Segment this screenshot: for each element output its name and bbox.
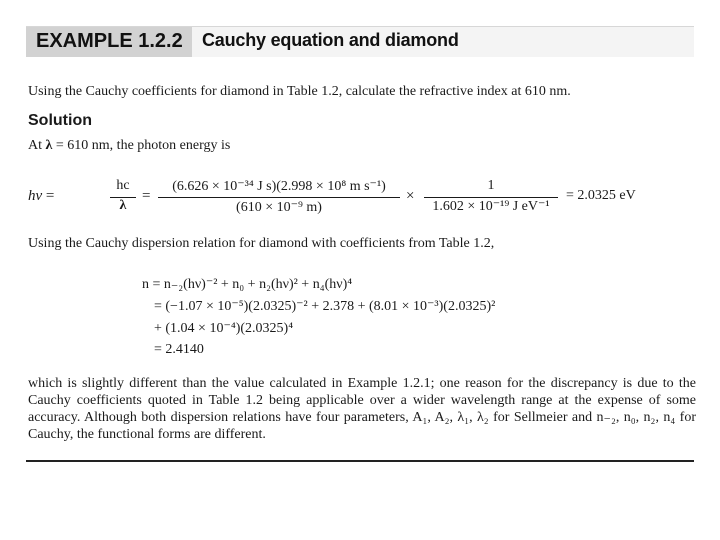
example-label: EXAMPLE 1.2.2 (36, 30, 183, 52)
frac1-denominator: λ (119, 198, 127, 213)
eq-line-3: + (1.04 × 10⁻⁴)(2.0325)⁴ (154, 321, 294, 336)
example-header (26, 26, 694, 57)
frac-ev-conversion (420, 178, 562, 215)
eq-line-2: = (−1.07 × 10⁻⁵)(2.0325)⁻² + 2.378 + (8.01 × 10⁻³)(2.0325)² (154, 299, 496, 314)
eq-line-1: n = n₋₂(hν)⁻² + n₀ + n₂(hν)² + n₄(hν)⁴ (142, 277, 353, 292)
lambda-symbol: λ (45, 138, 53, 153)
example-label-box (26, 27, 192, 57)
frac1-rule (110, 197, 136, 198)
solution-heading: Solution (28, 112, 92, 129)
intro-mid: = 610 nm, the photon energy is (52, 138, 231, 153)
frac1-numerator: hc (116, 178, 130, 193)
times-sign: × (406, 188, 415, 204)
frac2-denominator: (610 × 10⁻⁹ m) (236, 200, 322, 215)
frac3-denominator: 1.602 × 10⁻¹⁹ J eV⁻¹ (432, 199, 550, 214)
solution-intro (28, 138, 230, 154)
frac2-rule (158, 197, 400, 198)
intro-prefix: At (28, 138, 46, 153)
conclusion-paragraph: which is slightly different than the value calculated in Example 1.2.1; one reason for the discrepancy is due to the Cauchy coefficients quoted in Table 1.2 being applicable over a wider wavelength range at the expense of some accuracy. Although both dispersion relations have four parameters, A₁, A₂, λ₁, λ₂ for Sellmeier and n₋₂, n₀, n₂, n₄ for Cauchy, the functional forms are different. (28, 376, 696, 442)
energy-result: = 2.0325 eV (566, 188, 636, 203)
equals-sign: = (142, 188, 151, 204)
problem-statement: Using the Cauchy coefficients for diamond in Table 1.2, calculate the refractive index at 610 nm. (28, 84, 571, 99)
frac3-numerator: 1 (487, 178, 495, 193)
frac3-rule (424, 197, 558, 198)
energy-lhs: hν = (28, 188, 55, 204)
frac-constants (154, 178, 404, 216)
eq-line-4: = 2.4140 (154, 342, 204, 357)
bottom-rule (26, 460, 694, 462)
frac-hc-over-lambda (108, 178, 138, 214)
example-title: Cauchy equation and diamond (202, 30, 459, 50)
frac2-numerator: (6.626 × 10⁻³⁴ J s)(2.998 × 10⁸ m s⁻¹) (172, 179, 386, 194)
cauchy-relation-text: Using the Cauchy dispersion relation for diamond with coefficients from Table 1.2, (28, 236, 495, 251)
